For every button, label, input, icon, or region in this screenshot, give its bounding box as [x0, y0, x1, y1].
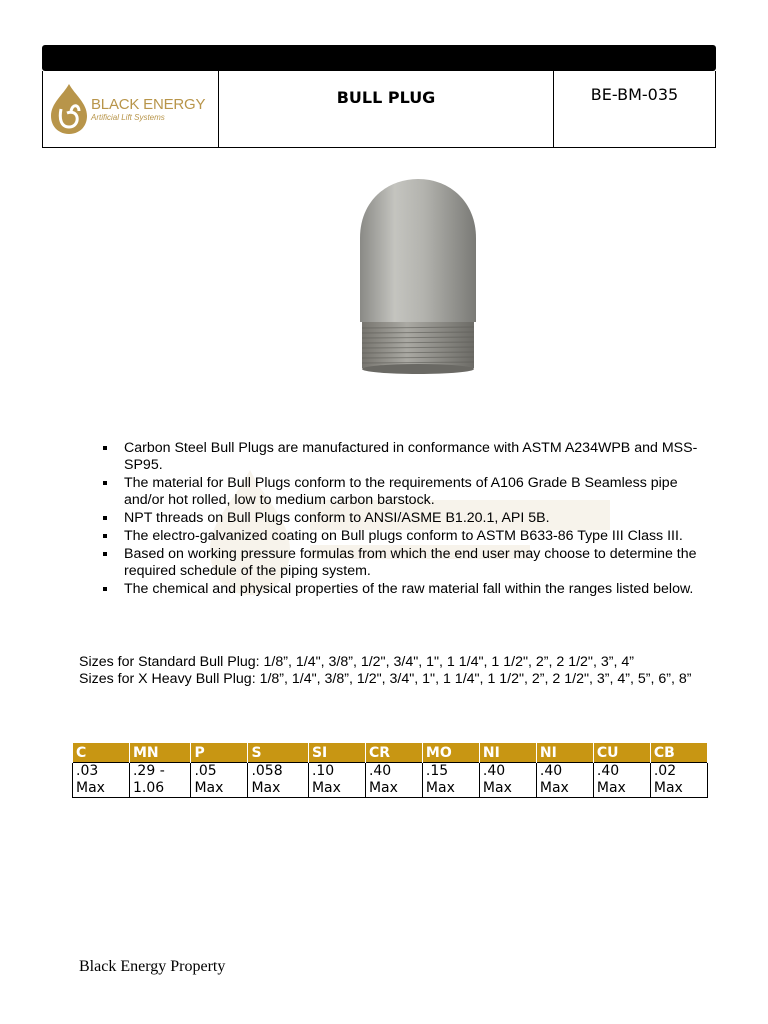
- table-cell: .40: [536, 763, 593, 781]
- table-row: [73, 780, 708, 798]
- table-cell: .02: [650, 763, 707, 781]
- table-cell: .40: [593, 763, 650, 781]
- document-code: BE-BM-035: [590, 85, 679, 104]
- table-cell: 1.06: [129, 780, 190, 798]
- column-header: CB: [650, 743, 707, 763]
- column-header: CR: [365, 743, 422, 763]
- logo-tagline: Artificial Lift Systems: [91, 112, 165, 122]
- logo-name: BLACK ENERGY: [91, 95, 206, 113]
- logo-text: [91, 97, 205, 122]
- table-cell: Max: [536, 780, 593, 798]
- list-item: The electro-galvanized coating on Bull plugs conform to ASTM B633-86 Type III Class III.: [100, 528, 710, 545]
- table-cell: .058: [248, 763, 309, 781]
- table-cell: Max: [73, 780, 130, 798]
- header-black-bar: [42, 45, 716, 71]
- column-header: NI: [479, 743, 536, 763]
- x-heavy-sizes: Sizes for X Heavy Bull Plug: 1/8”, 1/4", 3/8”, 1/2", 3/4", 1", 1 1/4", 1 1/2", 2”, 2 1/2", 3”, 4”, 5”, 6”, 8”: [79, 671, 692, 687]
- table-cell: Max: [479, 780, 536, 798]
- table-cell: .05: [191, 763, 248, 781]
- table-cell: Max: [650, 780, 707, 798]
- table-cell: .03: [73, 763, 130, 781]
- table-row: [73, 763, 708, 781]
- logo-cell: [43, 71, 219, 147]
- column-header: SI: [308, 743, 365, 763]
- table-cell: .15: [422, 763, 479, 781]
- table-cell: .29 -: [129, 763, 190, 781]
- column-header: S: [248, 743, 309, 763]
- sizes-section: [79, 654, 699, 688]
- table-header-row: [73, 743, 708, 763]
- table-cell: Max: [593, 780, 650, 798]
- chemistry-table: [72, 743, 708, 798]
- column-header: CU: [593, 743, 650, 763]
- footer-text: Black Energy Property: [79, 958, 226, 975]
- table-cell: .40: [479, 763, 536, 781]
- document-header: [42, 71, 716, 148]
- column-header: NI: [536, 743, 593, 763]
- table-cell: Max: [308, 780, 365, 798]
- list-item: The material for Bull Plugs conform to the requirements of A106 Grade B Seamless pipe and/or hot rolled, low to medium carbon barstock.: [100, 475, 710, 509]
- standard-sizes: Sizes for Standard Bull Plug: 1/8”, 1/4", 3/8”, 1/2", 3/4", 1", 1 1/4", 1 1/2", 2”, 2 1/2", 3”, 4”: [79, 654, 634, 670]
- table-cell: .40: [365, 763, 422, 781]
- table-cell: Max: [248, 780, 309, 798]
- table-cell: .10: [308, 763, 365, 781]
- list-item: NPT threads on Bull Plugs conform to ANSI/ASME B1.20.1, API 5B.: [100, 510, 710, 527]
- column-header: MN: [129, 743, 190, 763]
- column-header: C: [73, 743, 130, 763]
- table-cell: Max: [422, 780, 479, 798]
- list-item: Based on working pressure formulas from which the end user may choose to determine the required schedule of the piping system.: [100, 546, 710, 580]
- list-item: The chemical and physical properties of the raw material fall within the ranges listed below.: [100, 581, 710, 598]
- document-title: BULL PLUG: [219, 71, 554, 147]
- table-cell: Max: [365, 780, 422, 798]
- features-list: [100, 440, 710, 599]
- black-energy-logo-icon: [49, 83, 89, 135]
- column-header: P: [191, 743, 248, 763]
- bull-plug-product-image: [352, 176, 484, 378]
- list-item: Carbon Steel Bull Plugs are manufactured in conformance with ASTM A234WPB and MSS-SP95.: [100, 440, 710, 474]
- table-cell: Max: [191, 780, 248, 798]
- column-header: MO: [422, 743, 479, 763]
